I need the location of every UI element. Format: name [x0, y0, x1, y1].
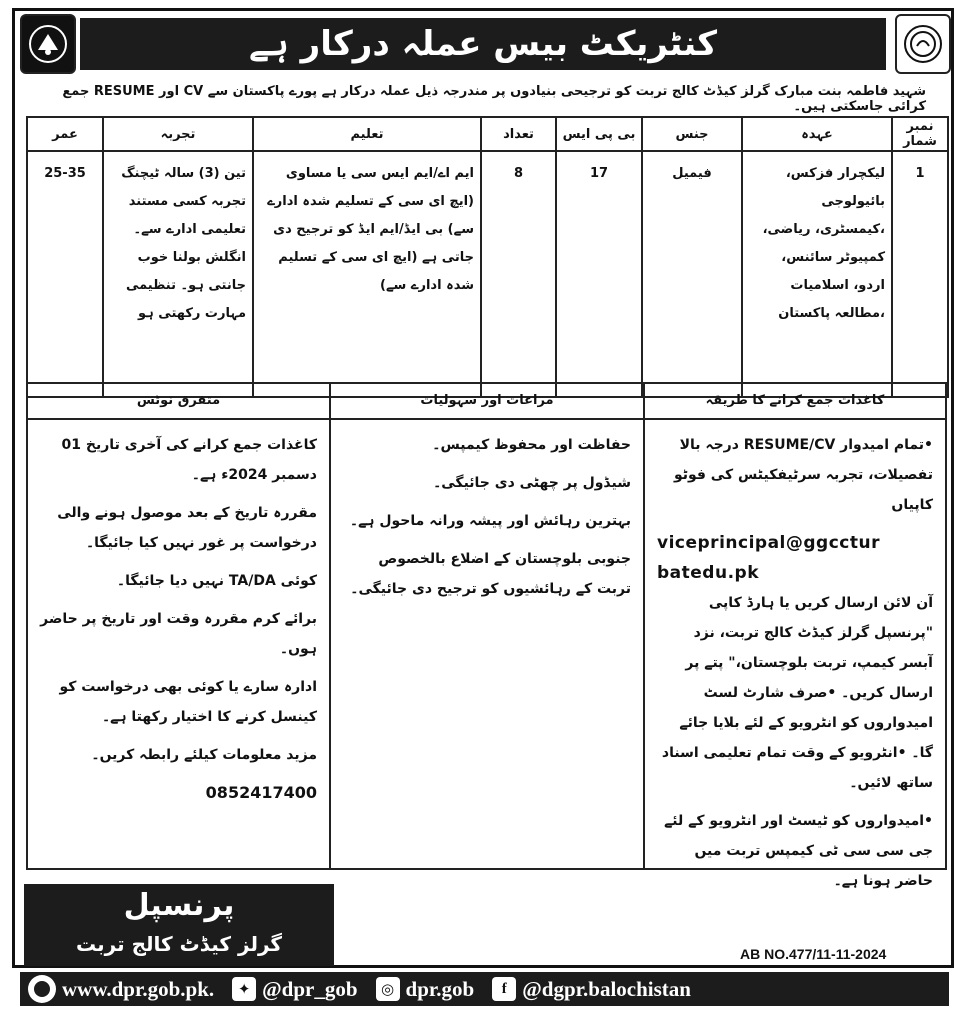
list-item: شیڈول پر چھٹی دی جائیگی۔ [433, 475, 631, 491]
list-item: برائے کرم مقررہ وقت اور تاریخ پر حاضر ہوں۔ [40, 611, 317, 657]
contact-phone[interactable]: 0852417400 [205, 783, 317, 802]
cell-age: 25-35 [27, 151, 103, 397]
facebook-icon: f [492, 977, 516, 1001]
section-misc-notes [28, 384, 329, 868]
list-item: مقررہ تاریخ کے بعد موصول ہونے والی درخواست پر غور نہیں کیا جائیگا۔ [57, 505, 317, 551]
section-benefits [329, 384, 645, 868]
header-post: عہدہ [742, 117, 892, 151]
method-paragraph-1: •تمام امیدوار RESUME/CV درجہ بالا تفصیلات، تجربہ سرٹیفکیٹس کی فوٹو کاپیاں [673, 437, 933, 513]
method-paragraph-3: •امیدواروں کو ٹیسٹ اور انٹرویو کے لئے جی سی سی ٹی کیمپس تربت میں حاضر ہونا ہے۔ [664, 813, 933, 889]
website-link[interactable]: www.dpr.gob.pk. [62, 976, 215, 1001]
list-item: کوئی TA/DA نہیں دیا جائیگا۔ [116, 573, 317, 589]
cell-education: ایم اے/ایم ایس سی یا مساوی (ایچ ای سی کے تسلیم شدہ ادارے سے) بی ایڈ/ایم ایڈ کو ترجیح دی جاتی ہے (ایچ ای سی کے تسلیم شدہ ادارے سے) [253, 151, 481, 397]
method-heading: کاغذات جمع کرانے کا طریقہ [645, 384, 945, 420]
info-sections [26, 382, 947, 889]
footer-instagram[interactable] [376, 977, 475, 1002]
footer-twitter[interactable] [232, 977, 357, 1002]
header-count: تعداد [481, 117, 556, 151]
cell-count: 8 [481, 151, 556, 397]
benefits-heading: مراعات اور سہولیات [331, 384, 643, 420]
cell-bps: 17 [556, 151, 642, 397]
cell-experience: تین (3) سالہ ٹیچنگ تجربہ کسی مستند تعلیمی ادارے سے۔ انگلش بولنا خوب جانتی ہو۔ تنظیمی مہارت رکھتی ہو [103, 151, 253, 397]
principal-signature-block [24, 884, 334, 966]
principal-title: پرنسپل [123, 888, 235, 923]
vacancy-table [26, 116, 949, 398]
list-item: کاغذات جمع کرانے کی آخری تاریخ 01 دسمبر 2024ء ہے۔ [61, 437, 317, 483]
intro-text: شہید فاطمہ بنت مبارک گرلز کیڈٹ کالج تربت کو ترجیحی بنیادوں پر مندرجہ ذیل عملہ درکار ہے پورے پاکستان سے CV اور RESUME جمع کرائی جاسکتی ہیں۔ [62, 84, 926, 114]
footer-facebook[interactable] [492, 977, 691, 1002]
cell-gender: فیمیل [642, 151, 742, 397]
list-item: مزید معلومات کیلئے رابطہ کریں۔ [91, 747, 317, 763]
header-age: عمر [27, 117, 103, 151]
principal-subtitle: گرلز کیڈٹ کالج تربت [75, 932, 283, 956]
footer-bar [20, 972, 949, 1006]
instagram-handle[interactable]: dpr.gob [405, 976, 475, 1001]
list-item: ادارہ سارے یا کوئی بھی درخواست کو کینسل کرنے کا اختیار رکھتا ہے۔ [59, 679, 317, 725]
email-address[interactable]: viceprincipal@ggcctur [657, 533, 880, 553]
header-bps: بی پی ایس [556, 117, 642, 151]
table-header-row [27, 117, 948, 151]
header-education: تعلیم [253, 117, 481, 151]
ad-number: AB NO.477/11-11-2024 [740, 946, 887, 962]
header-gender: جنس [642, 117, 742, 151]
globe-icon [28, 975, 56, 1003]
header-experience: تجربہ [103, 117, 253, 151]
list-item: جنوبی بلوچستان کے اضلاع بالخصوص تربت کے رہائشیوں کو ترجیح دی جائیگی۔ [350, 551, 631, 597]
list-item: بہترین رہائش اور پیشہ ورانہ ماحول ہے۔ [349, 513, 631, 529]
email-address-domain[interactable]: batedu.pk [657, 563, 760, 583]
emblem-icon [26, 22, 70, 66]
footer-website[interactable] [20, 975, 214, 1003]
section-application-method [645, 384, 945, 889]
method-paragraph-2: آن لائن ارسال کریں یا ہارڈ کاپی "پرنسپل گرلز کیڈٹ کالج تربت، نزد آبسر کیمپ، تربت بلوچستان،" پتے پر ارسال کریں۔ •صرف شارٹ لسٹ امیدواروں کو انٹرویو کے لئے بلایا جائے گا۔ •انٹرویو کے وقت تمام تعلیمی اسناد ساتھ لائیں۔ [661, 595, 933, 791]
cell-serial: 1 [892, 151, 948, 397]
table-row [27, 151, 948, 397]
misc-heading: متفرق نوٹس [28, 384, 329, 420]
government-logo-left [20, 14, 76, 74]
list-item: حفاظت اور محفوظ کیمپس۔ [432, 437, 631, 453]
college-logo-right [895, 14, 951, 74]
college-crest-icon [901, 22, 945, 66]
instagram-icon: ◎ [376, 977, 400, 1001]
twitter-icon: ✦ [232, 977, 256, 1001]
facebook-handle[interactable]: @dgpr.balochistan [522, 976, 691, 1001]
twitter-handle[interactable]: @dpr_gob [262, 976, 358, 1001]
header-serial: نمبر شمار [892, 117, 948, 151]
cell-post: لیکچرار فزکس، بائیولوجی ،کیمسٹری، ریاضی، کمپیوٹر سائنس، اردو، اسلامیات ،مطالعہ پاکستان [742, 151, 892, 397]
page-title: کنٹریکٹ بیس عملہ درکار ہے [80, 18, 886, 70]
